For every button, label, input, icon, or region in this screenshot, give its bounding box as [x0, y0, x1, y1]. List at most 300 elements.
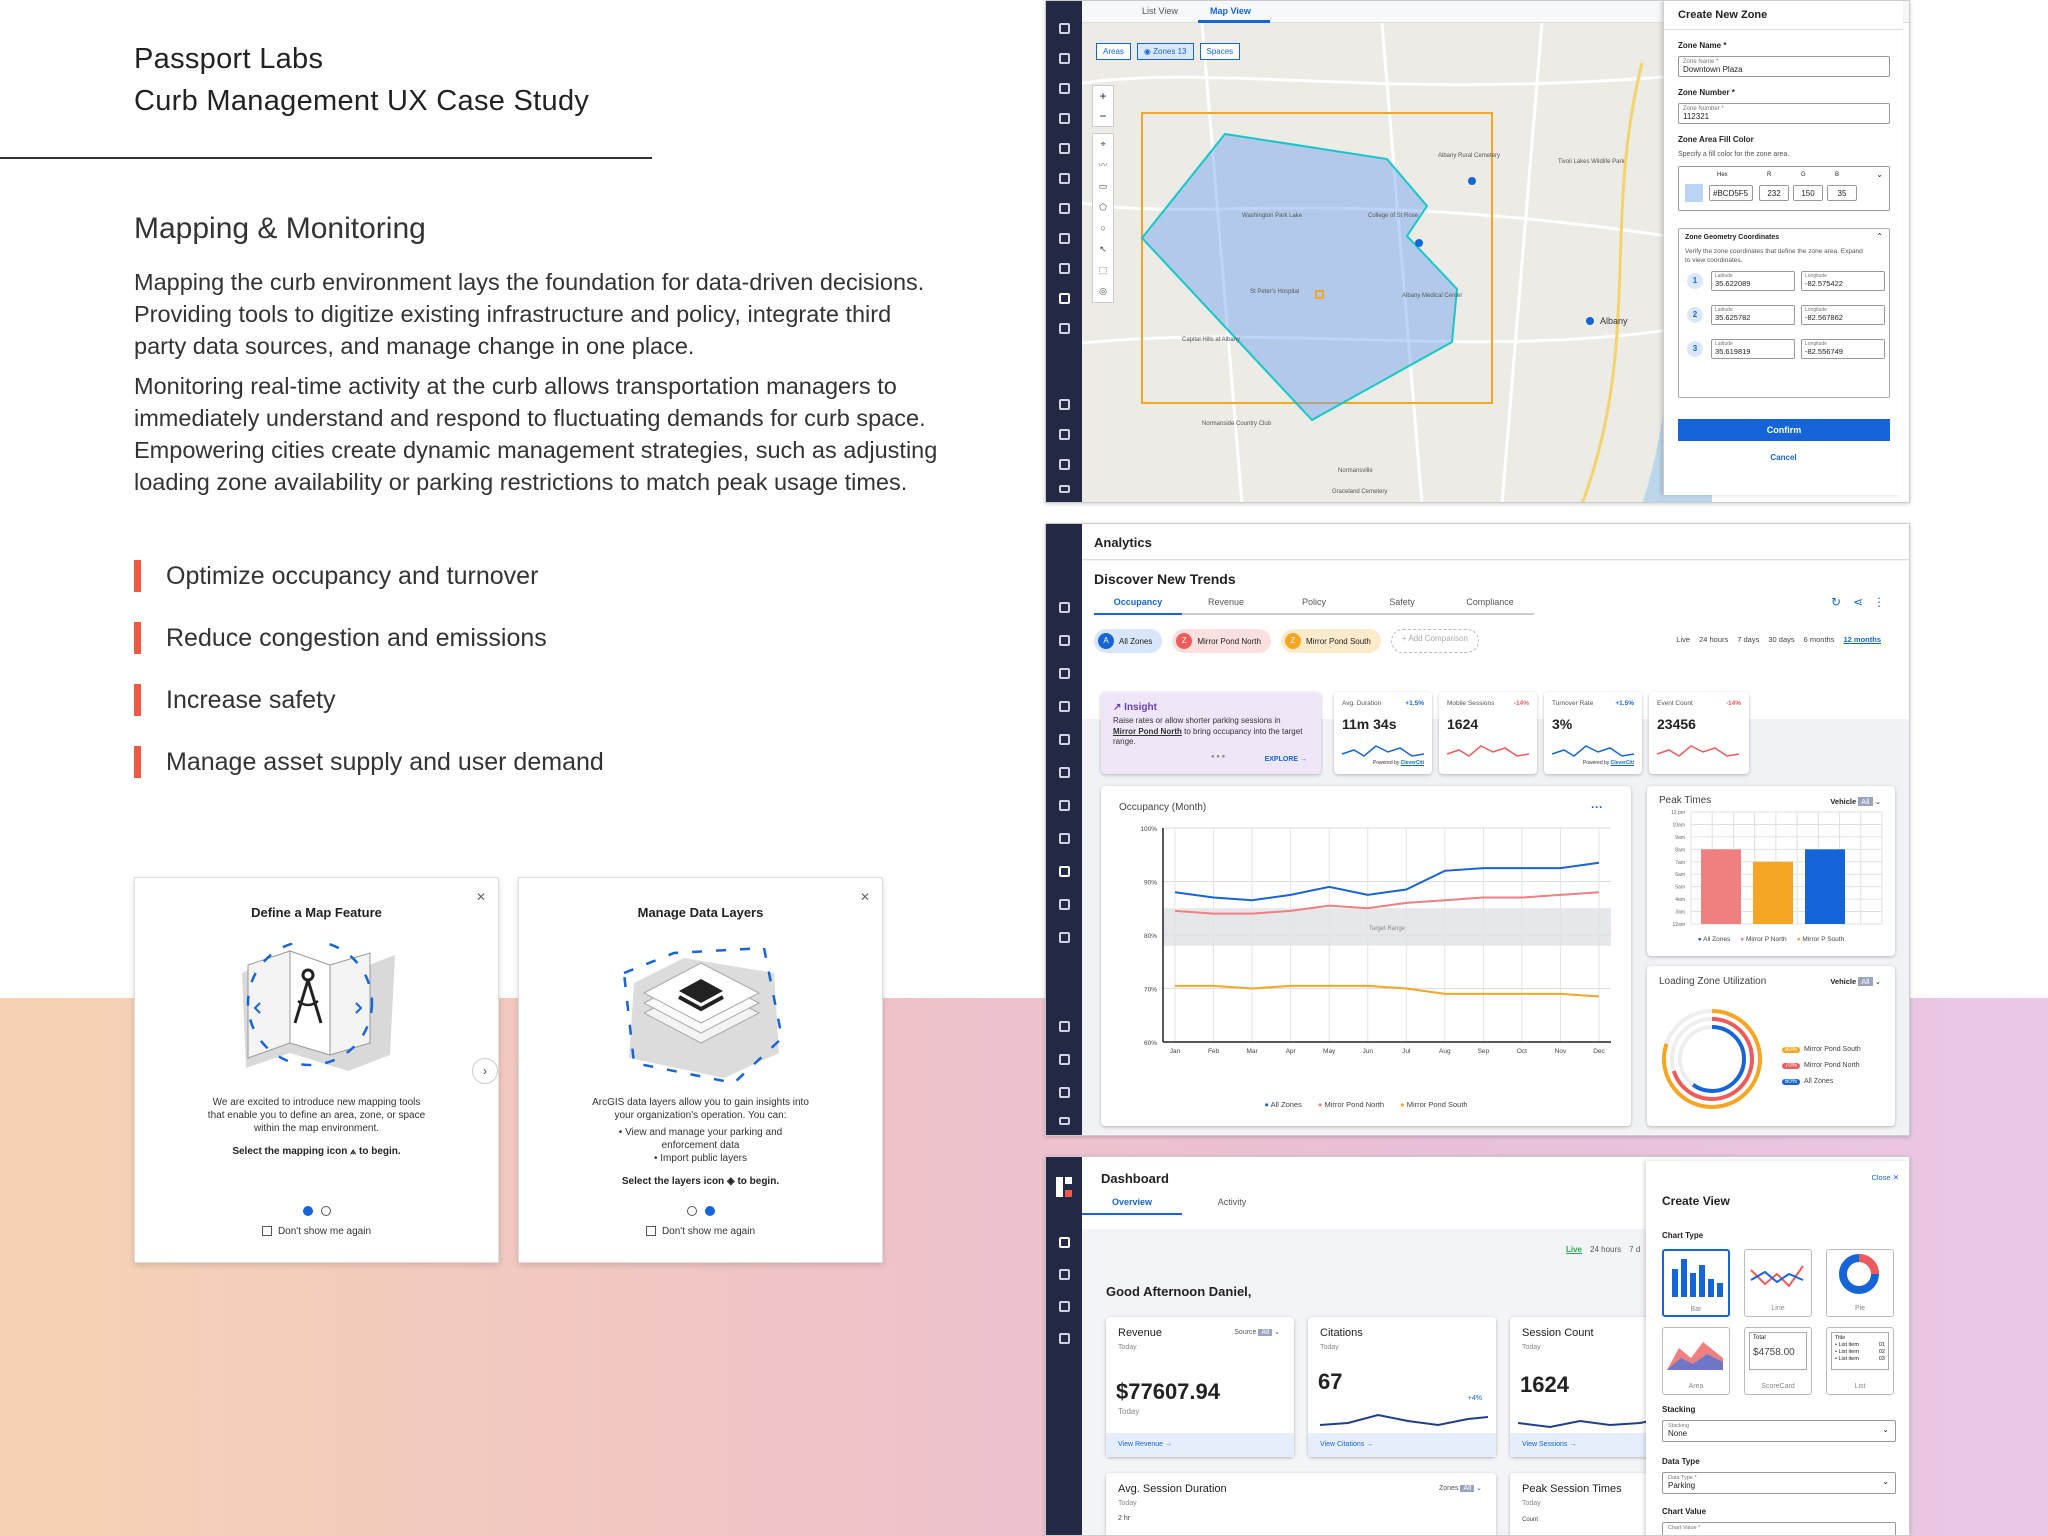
panel-title: Create View	[1662, 1194, 1730, 1208]
zone-number-field[interactable]	[1678, 103, 1890, 124]
filter-spaces[interactable]: Spaces	[1200, 43, 1241, 60]
bike-icon[interactable]	[1059, 800, 1070, 811]
insight-card[interactable]	[1101, 692, 1321, 774]
map-label: Tivoli Lakes Wildlife Park	[1558, 159, 1625, 165]
chart-type-bar[interactable]	[1662, 1249, 1730, 1317]
longitude-field[interactable]	[1801, 271, 1885, 291]
y-tick-label: 4am	[1675, 897, 1685, 904]
chip-label: Mirror Pond South	[1305, 636, 1371, 646]
longitude-field[interactable]	[1801, 305, 1885, 325]
create-zone-panel	[1663, 1, 1903, 495]
close-icon[interactable]: ✕	[859, 890, 870, 904]
para-line: Providing tools to digitize existing infrastructure and policy, integrate third	[134, 301, 892, 327]
delta-badge: +4%	[1467, 1395, 1482, 1402]
map-svg	[1082, 23, 1712, 503]
pagination-dots	[519, 1203, 882, 1221]
filter-zones[interactable]	[1137, 43, 1194, 60]
page-dot[interactable]	[687, 1206, 697, 1216]
tag-icon[interactable]	[1059, 668, 1070, 679]
range-30d[interactable]: 30 days	[1768, 635, 1795, 644]
crop-tool-icon[interactable]: ⬚	[1098, 265, 1108, 275]
kpi-card[interactable]	[1544, 692, 1642, 774]
map-label: Normanside Country Club	[1202, 421, 1272, 427]
tab-safety[interactable]: Safety	[1358, 597, 1446, 615]
polygon-tool-icon[interactable]: ⬠	[1099, 202, 1107, 212]
sparkline	[1308, 1403, 1496, 1433]
hex-input[interactable]: #BCD5F5	[1709, 185, 1753, 201]
section-title: Mapping & Monitoring	[134, 212, 426, 245]
latitude-field[interactable]	[1711, 271, 1795, 291]
field-value: 35.625782	[1715, 313, 1751, 322]
time-range-tabs	[1676, 635, 1881, 644]
card-title: Citations	[1320, 1327, 1363, 1339]
filter-badge: All	[1258, 1329, 1272, 1336]
tab-occupancy[interactable]: Occupancy	[1094, 597, 1182, 615]
legend-item	[1782, 1058, 1861, 1074]
source-filter[interactable]: Source All ⌄	[1234, 1329, 1280, 1336]
filter-badge: All	[1858, 977, 1872, 986]
time-range-tabs	[1566, 1245, 1640, 1254]
inbox-icon[interactable]	[1059, 932, 1070, 943]
legend-label: Mirror P North	[1745, 936, 1787, 943]
chip-mirror-south[interactable]	[1281, 629, 1381, 653]
pie-chart-icon	[1827, 1250, 1891, 1300]
brand-name: Passport Labs	[134, 43, 324, 75]
view-sessions-link[interactable]: View Sessions →	[1510, 1433, 1698, 1457]
tab-list-view[interactable]: List View	[1142, 6, 1178, 16]
filter-label: Source	[1234, 1329, 1257, 1336]
filter-areas[interactable]: Areas	[1096, 43, 1131, 60]
desc-list-item: • View and manage your parking and	[618, 1127, 783, 1138]
axis-label: 2 hr	[1118, 1515, 1131, 1522]
kpi-sparkline	[1439, 736, 1537, 762]
cta-text: Select the mapping icon	[232, 1146, 348, 1157]
field-float-label: Longitude	[1805, 341, 1827, 347]
checkbox-label: Don't show me again	[661, 1226, 756, 1237]
para-line: Empowering cities create dynamic management strategies, such as adjusting	[134, 437, 938, 463]
legend-label: Mirror Pond South	[1406, 1100, 1468, 1109]
view-citations-link[interactable]: View Citations →	[1308, 1433, 1496, 1457]
powered-brand: CleverCiti	[1610, 760, 1634, 766]
coordinate-index: 2	[1687, 307, 1703, 323]
desc-line: within the map environment.	[253, 1123, 380, 1134]
panel-divider	[1664, 29, 1903, 30]
map-icon[interactable]	[1059, 899, 1070, 910]
user-icon[interactable]	[1059, 1054, 1070, 1065]
chart-value-label: Chart Value	[1662, 1507, 1707, 1516]
close-button[interactable]: Close ✕	[1871, 1173, 1899, 1182]
tag-icon[interactable]	[1059, 83, 1070, 94]
parking-icon[interactable]	[1059, 53, 1070, 64]
calendar-icon[interactable]	[1059, 113, 1070, 124]
legend-item	[1400, 1100, 1468, 1109]
insight-link[interactable]: Mirror Pond North	[1113, 726, 1182, 736]
panel-title: Create New Zone	[1678, 9, 1768, 21]
layer-filters	[1096, 43, 1240, 60]
field-float-label: Zone Number *	[1683, 106, 1724, 112]
pct-badge: 70%	[1782, 1063, 1800, 1069]
b-input[interactable]: 35	[1827, 185, 1857, 201]
cta-end: to begin.	[737, 1176, 780, 1187]
range-7d[interactable]: 7 days	[1737, 635, 1760, 644]
next-arrow-button[interactable]: ›	[472, 1058, 498, 1084]
analytics-screen	[1045, 523, 1910, 1136]
kpi-sparkline	[1544, 736, 1642, 762]
y-tick-label: 8am	[1675, 847, 1685, 854]
occupancy-line-chart	[1101, 816, 1631, 1116]
explore-link[interactable]: EXPLORE →	[1264, 756, 1307, 763]
drawing-toolbar	[1092, 133, 1114, 303]
zones-filter[interactable]: Zones All ⌄	[1438, 1485, 1482, 1492]
score-value: $4758.00	[1753, 1347, 1795, 1358]
fill-color-label: Zone Area Fill Color	[1678, 135, 1754, 144]
value-subtitle: Today	[1118, 1407, 1140, 1416]
rectangle-tool-icon[interactable]: ▭	[1098, 181, 1108, 191]
range-7d[interactable]: 7 d	[1629, 1245, 1641, 1254]
chip-all-zones[interactable]	[1094, 629, 1162, 653]
intro-paragraph	[134, 266, 1004, 362]
kpi-value: 23456	[1657, 716, 1696, 732]
desc-list-item: • Import public layers	[654, 1153, 747, 1164]
sparkline-path	[1552, 746, 1634, 756]
insight-text	[1113, 716, 1303, 748]
define-map-feature-modal	[134, 877, 499, 1263]
parking-icon[interactable]	[1059, 635, 1070, 646]
menu-icon[interactable]	[1059, 485, 1070, 493]
circle-tool-icon[interactable]: ○	[1100, 223, 1106, 233]
manage-data-layers-modal	[518, 877, 883, 1263]
desc-line: that enable you to define an area, zone, or space	[207, 1110, 426, 1121]
y-tick-label: 90%	[1143, 879, 1157, 887]
card-title: Peak Session Times	[1522, 1483, 1622, 1495]
legend-label: All Zones	[1703, 936, 1731, 943]
pin-tool-icon[interactable]: ⌖	[1100, 139, 1106, 149]
card-subtitle: Today	[1522, 1344, 1541, 1351]
bike-icon[interactable]	[1059, 203, 1070, 214]
utilization-rings	[1657, 1004, 1767, 1114]
fill-color-help: Specify a fill color for the zone area.	[1678, 151, 1790, 158]
geometry-help: Verify the zone coordinates that define the zone area. Expand to view coordinates.	[1685, 248, 1863, 264]
y-tick-label: 60%	[1143, 1040, 1157, 1047]
legend-item	[1797, 936, 1845, 943]
zoom-controls	[1092, 85, 1114, 127]
checkbox-label: Don't show me again	[277, 1226, 372, 1237]
range-24h[interactable]: 24 hours	[1699, 635, 1729, 644]
g-input[interactable]: 150	[1793, 185, 1823, 201]
globe-icon[interactable]	[1059, 459, 1070, 470]
card-value: 1624	[1520, 1372, 1569, 1397]
x-tick-label: May	[1323, 1048, 1336, 1055]
globe-icon[interactable]	[1059, 1087, 1070, 1098]
map-compass-illustration	[230, 943, 405, 1093]
benefit-item	[134, 622, 604, 654]
coordinate-index: 3	[1687, 341, 1703, 357]
benefit-list	[134, 560, 604, 808]
list-icon[interactable]	[1059, 701, 1070, 712]
field-value: 35.619819	[1715, 347, 1751, 356]
layers-tool-icon[interactable]: ◎	[1099, 286, 1107, 296]
x-tick-label: Aug	[1439, 1048, 1451, 1055]
chevron-down-icon: ⌄	[1874, 797, 1881, 806]
pagination-dots	[135, 1203, 498, 1221]
inbox-icon[interactable]	[1059, 323, 1070, 334]
add-comparison-button[interactable]: + Add Comparison	[1391, 629, 1479, 653]
loading-zone-card	[1647, 966, 1895, 1126]
dont-show-checkbox[interactable]	[135, 1226, 498, 1237]
chart-type-list[interactable]	[1826, 1327, 1894, 1395]
chevron-down-icon[interactable]: ⌄	[1876, 170, 1883, 179]
chart-type-pie[interactable]	[1826, 1249, 1894, 1317]
modal-title: Define a Map Feature	[251, 905, 382, 920]
zone-name-field[interactable]	[1678, 56, 1890, 77]
vehicle-filter[interactable]	[1830, 797, 1881, 806]
para-line: Monitoring real-time activity at the curb allows transportation managers to	[134, 373, 897, 399]
kpi-label: Mobile Sessions	[1447, 700, 1495, 707]
view-revenue-link[interactable]: View Revenue →	[1106, 1433, 1294, 1457]
polyline-tool-icon[interactable]: 〰	[1098, 160, 1108, 170]
page-dot-active[interactable]	[705, 1206, 715, 1216]
list-text: Import public layers	[660, 1153, 747, 1164]
field-float-label: Latitude	[1715, 273, 1733, 279]
close-icon[interactable]: ✕	[475, 890, 486, 904]
type-label: ScoreCard	[1761, 1383, 1795, 1390]
range-6m[interactable]: 6 months	[1803, 635, 1835, 644]
sparkline-path	[1342, 746, 1424, 756]
tab-revenue[interactable]: Revenue	[1182, 597, 1270, 615]
map-label: Albany	[1600, 316, 1628, 326]
header-divider	[0, 157, 652, 159]
list-icon[interactable]	[1059, 143, 1070, 154]
scorecard-preview	[1749, 1332, 1807, 1370]
range-live[interactable]: Live	[1566, 1245, 1583, 1254]
x-tick-label: Jan	[1169, 1048, 1181, 1055]
select-tool-icon[interactable]: ↖	[1099, 244, 1107, 254]
tab-overview[interactable]: Overview	[1082, 1197, 1182, 1215]
chart-type-area[interactable]	[1662, 1327, 1730, 1395]
y-tick-label: 10am	[1672, 822, 1685, 829]
chart-icon[interactable]	[1059, 866, 1070, 877]
peak-bar	[1805, 849, 1845, 924]
list-text: enforcement data	[661, 1140, 740, 1151]
more-icon[interactable]: ···	[1591, 800, 1603, 814]
chevron-up-icon[interactable]: ⌃	[1876, 232, 1883, 241]
y-tick-label: 9am	[1675, 834, 1685, 841]
map-label: Capital Hills at Albany	[1182, 337, 1241, 343]
peak-bar	[1701, 849, 1741, 924]
chart-value-select[interactable]	[1662, 1522, 1896, 1536]
tab-policy[interactable]: Policy	[1270, 597, 1358, 615]
share-icon[interactable]: ⋖	[1852, 595, 1863, 609]
field-float-label: Chart Value *	[1668, 1525, 1701, 1531]
y-tick-label: 12 pm	[1671, 810, 1685, 816]
insight-title	[1113, 702, 1157, 713]
confirm-button[interactable]: Confirm	[1678, 419, 1890, 441]
dont-show-checkbox[interactable]	[519, 1226, 882, 1237]
field-value: 35.622089	[1715, 279, 1751, 288]
list-num: 02	[1878, 1349, 1885, 1355]
kpi-value: 11m 34s	[1342, 716, 1397, 732]
page-dot[interactable]	[321, 1206, 331, 1216]
geometry-title: Zone Geometry Coordinates	[1685, 234, 1780, 241]
bell-icon[interactable]	[1059, 1021, 1070, 1032]
peak-bar	[1753, 862, 1793, 924]
logo	[1056, 1177, 1072, 1199]
x-tick-label: Oct	[1516, 1048, 1527, 1055]
kpi-delta: -14%	[1513, 700, 1529, 707]
card-value: $77607.94	[1116, 1379, 1220, 1404]
x-tick-label: Feb	[1207, 1048, 1220, 1055]
field-float-label: Latitude	[1715, 341, 1733, 347]
chart-title: Occupancy (Month)	[1119, 802, 1207, 813]
para-line: party data sources, and manage change in one place.	[134, 333, 695, 359]
list-item: List item	[1838, 1356, 1859, 1362]
bank-icon[interactable]	[1059, 233, 1070, 244]
page-dot-active[interactable]	[303, 1206, 313, 1216]
chip-letter: Z	[1176, 633, 1192, 649]
kpi-card[interactable]	[1649, 692, 1749, 774]
legend-label: Mirror Pond North	[1804, 1062, 1860, 1069]
report-icon[interactable]	[1059, 734, 1070, 745]
y-tick-label: 80%	[1143, 933, 1157, 940]
range-live[interactable]: Live	[1676, 635, 1691, 644]
line-chart-icon	[1745, 1250, 1809, 1300]
desc-line: ArcGIS data layers allow you to gain insights into	[592, 1097, 809, 1108]
modal-cta	[135, 1146, 498, 1157]
stacking-label: Stacking	[1662, 1405, 1696, 1414]
list-num: 01	[1878, 1342, 1885, 1348]
y-tick-label: 7am	[1675, 859, 1685, 866]
checkbox-box[interactable]	[262, 1226, 272, 1236]
powered-by	[1583, 760, 1634, 766]
users-icon[interactable]	[1059, 767, 1070, 778]
more-icon[interactable]: ⋮	[1873, 595, 1885, 609]
users-icon[interactable]	[1059, 173, 1070, 184]
legend-dot: ●	[1697, 936, 1704, 943]
kpi-card[interactable]	[1439, 692, 1537, 774]
dashboard-icon[interactable]	[1059, 1237, 1070, 1248]
user-icon[interactable]	[1059, 429, 1070, 440]
card-title: Revenue	[1118, 1327, 1163, 1339]
bar-chart-icon	[1664, 1251, 1728, 1301]
para-line: immediately understand and respond to fluctuating demands for curb space.	[134, 405, 926, 431]
checkbox-box[interactable]	[646, 1226, 656, 1236]
create-view-panel	[1646, 1161, 1910, 1536]
zoom-in-button[interactable]: +	[1099, 89, 1107, 103]
benefit-item	[134, 746, 604, 778]
field-value: -82.575422	[1805, 279, 1843, 288]
benefit-text: Manage asset supply and user demand	[166, 747, 604, 776]
bank-icon[interactable]	[1059, 833, 1070, 844]
desc-line: your organization's operation. You can:	[614, 1110, 787, 1121]
menu-icon[interactable]	[1059, 1117, 1070, 1125]
kpi-card[interactable]	[1334, 692, 1432, 774]
color-swatch[interactable]	[1685, 184, 1703, 202]
color-picker[interactable]	[1678, 166, 1890, 211]
latitude-field[interactable]	[1711, 305, 1795, 325]
bullet-bar	[134, 684, 141, 716]
insight-text-part: to bring occupancy into the target range.	[1113, 726, 1303, 746]
compass-icon: ⟑	[350, 1146, 357, 1157]
para-line: loading zone availability or parking restrictions to match peak usage times.	[134, 469, 908, 495]
filter-badge: All	[1858, 797, 1872, 806]
powered-brand: CleverCiti	[1400, 760, 1424, 766]
para-line: Mapping the curb environment lays the foundation for data-driven decisions.	[134, 269, 925, 295]
data-type-label: Data Type	[1662, 1457, 1700, 1466]
list-num: 03	[1878, 1356, 1885, 1362]
chart-type-scorecard[interactable]	[1744, 1327, 1812, 1395]
longitude-field[interactable]	[1801, 339, 1885, 359]
field-float-label: Stacking	[1668, 1423, 1690, 1429]
type-label: Line	[1771, 1305, 1785, 1312]
eye-icon: ◉	[1143, 47, 1151, 56]
list-row: • List item 01	[1835, 1342, 1885, 1348]
field-float-label: Longitude	[1805, 307, 1827, 313]
range-24h[interactable]: 24 hours	[1590, 1245, 1622, 1254]
kpi-value: 3%	[1552, 716, 1573, 732]
map-canvas[interactable]	[1082, 23, 1712, 503]
chart-icon[interactable]	[1059, 263, 1070, 274]
layers-icon: ◈	[726, 1176, 735, 1187]
tab-map-view[interactable]: Map View	[1210, 6, 1251, 16]
card-title: Session Count	[1522, 1327, 1594, 1339]
bank-icon[interactable]	[1059, 1333, 1070, 1344]
zoom-out-button[interactable]: −	[1099, 109, 1107, 123]
kpi-label: Turnover Rate	[1552, 700, 1594, 707]
tab-compliance[interactable]: Compliance	[1446, 597, 1534, 615]
stacking-select[interactable]	[1662, 1420, 1896, 1442]
field-value: 112321	[1683, 112, 1710, 121]
legend-label: All Zones	[1270, 1100, 1302, 1109]
refresh-icon[interactable]: ↻	[1830, 595, 1841, 609]
page-title: Analytics	[1094, 535, 1152, 550]
bell-icon[interactable]	[1059, 399, 1070, 410]
powered-text: Powered by	[1582, 760, 1611, 766]
home-icon[interactable]	[1059, 23, 1070, 34]
truck-icon[interactable]	[1059, 1269, 1070, 1280]
parking-icon[interactable]	[1059, 1301, 1070, 1312]
latitude-field[interactable]	[1711, 339, 1795, 359]
vehicle-filter[interactable]	[1830, 977, 1881, 986]
modal-cta	[519, 1176, 882, 1187]
kpi-delta: +1.5%	[1405, 700, 1424, 707]
field-float-label: Zone Name *	[1683, 59, 1719, 65]
map-screen	[1045, 0, 1910, 503]
cta-end: to begin.	[359, 1146, 401, 1157]
list-item: List item	[1838, 1342, 1859, 1348]
r-input[interactable]: 232	[1759, 185, 1789, 201]
legend-item	[1782, 1042, 1861, 1058]
chart-type-line[interactable]	[1744, 1249, 1812, 1317]
home-icon[interactable]	[1059, 602, 1070, 613]
avg-session-card	[1106, 1473, 1496, 1536]
legend-item	[1782, 1074, 1861, 1090]
page-title: Dashboard	[1101, 1171, 1169, 1186]
list-text: View and manage your parking and	[625, 1127, 783, 1138]
tab-activity[interactable]: Activity	[1217, 1197, 1247, 1207]
x-tick-label: Dec	[1593, 1048, 1605, 1055]
dashboard-screen	[1045, 1156, 1910, 1536]
chip-mirror-north[interactable]	[1172, 629, 1271, 653]
cancel-button[interactable]: Cancel	[1770, 453, 1797, 462]
occupancy-chart-card	[1101, 786, 1631, 1126]
legend-label: Mirror Pond South	[1804, 1046, 1861, 1053]
carousel-dots[interactable]: ● ● ●	[1211, 754, 1226, 760]
range-12m[interactable]: 12 months	[1843, 635, 1881, 644]
x-tick-label: Jul	[1402, 1048, 1411, 1055]
analytics-topbar	[1082, 524, 1909, 560]
data-type-select[interactable]	[1662, 1472, 1896, 1494]
map-icon[interactable]	[1059, 293, 1070, 304]
